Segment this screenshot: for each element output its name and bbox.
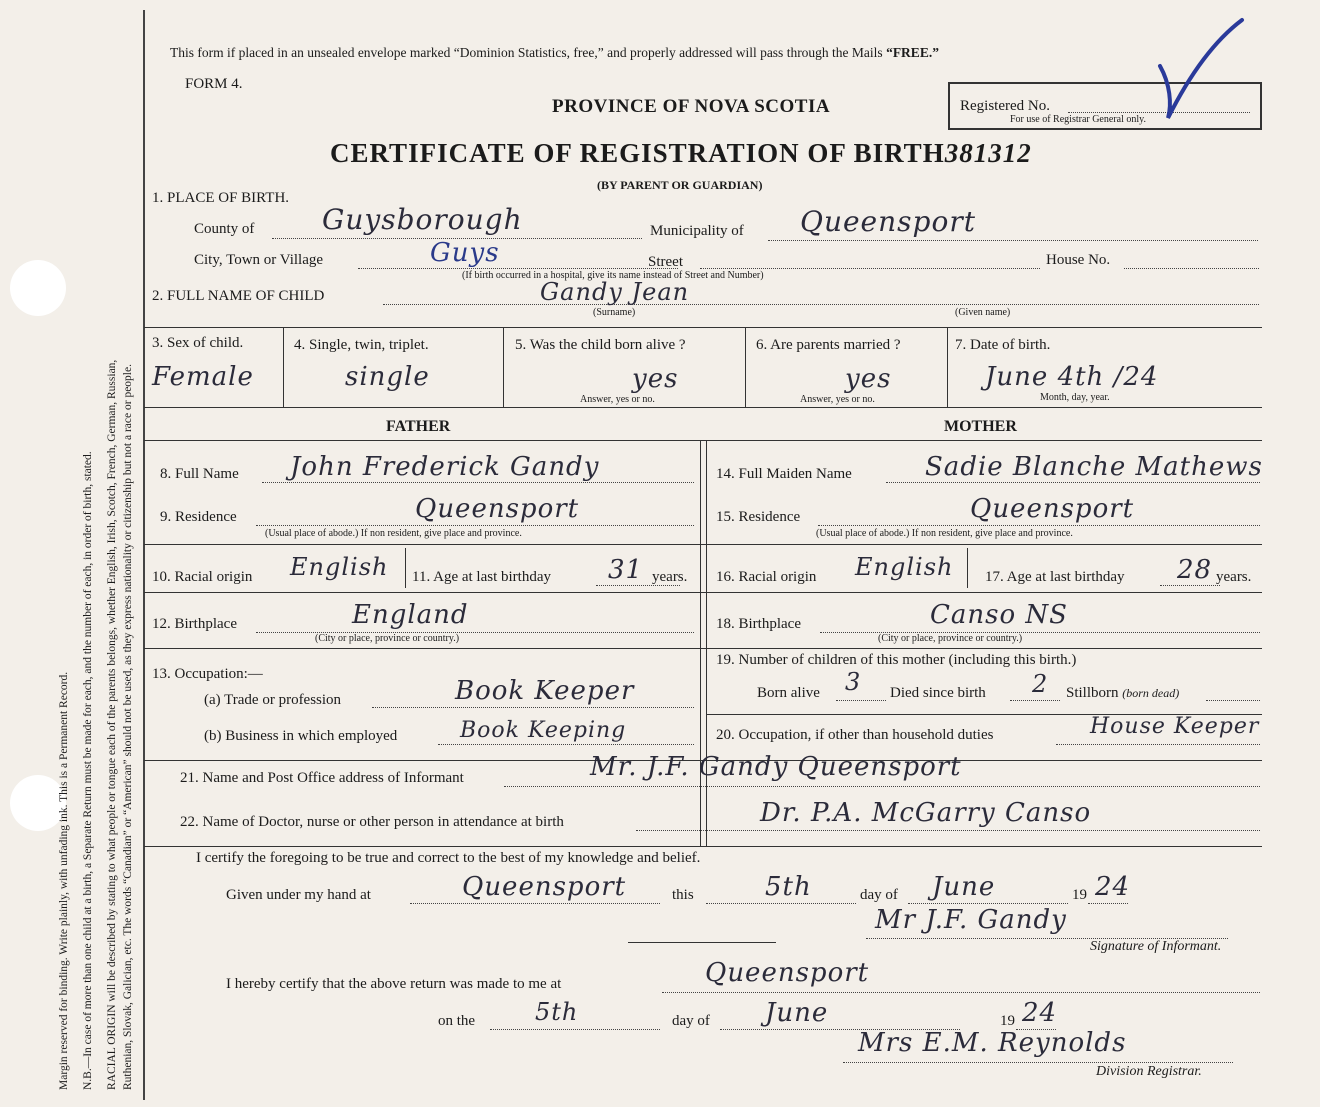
- registrar-statement: I hereby certify that the above return was made to me at: [226, 976, 562, 992]
- born-alive-line: [836, 700, 886, 701]
- doctor-label: 22. Name of Doctor, nurse or other person in attendance at birth: [180, 814, 564, 830]
- row-divider: [144, 846, 1262, 847]
- form-number: FORM 4.: [185, 76, 243, 92]
- father-residence-value: Queensport: [415, 494, 580, 524]
- mail-note-free: “FREE.”: [886, 45, 939, 60]
- given-name-note: (Given name): [955, 307, 1011, 318]
- mother-age-label: 17. Age at last birthday: [985, 569, 1125, 585]
- col-divider: [503, 327, 504, 407]
- married-label: 6. Are parents married ?: [756, 337, 901, 353]
- stillborn-text: Stillborn: [1066, 685, 1119, 701]
- col-divider: [947, 327, 948, 407]
- plurality-label: 4. Single, twin, triplet.: [294, 337, 429, 353]
- doctor-value: Dr. P.A. McGarry Canso: [760, 798, 1092, 828]
- informant-signature-label: Signature of Informant.: [1090, 939, 1222, 954]
- mother-occupation-label: 20. Occupation, if other than household duties: [716, 727, 994, 743]
- father-trade-label: (a) Trade or profession: [204, 692, 342, 708]
- row-divider: [144, 407, 1262, 408]
- row-divider: [144, 592, 1262, 593]
- given-year-value: 24: [1095, 872, 1131, 902]
- father-name-line: [262, 482, 694, 483]
- died-value: 2: [1032, 670, 1049, 698]
- mother-age-value: 28: [1177, 555, 1213, 585]
- given-month-value: June: [932, 872, 996, 902]
- given-this-label: this: [672, 887, 694, 903]
- mother-race-label: 16. Racial origin: [716, 569, 817, 585]
- died-line: [1010, 700, 1060, 701]
- registrar-on-the-label: on the: [438, 1013, 476, 1029]
- given-place-line: [410, 903, 660, 904]
- registered-label: Registered No.: [960, 98, 1050, 114]
- race-divider: [967, 548, 968, 588]
- mother-name-value: Sadie Blanche Mathews: [925, 452, 1263, 482]
- father-trade-value: Book Keeper: [455, 676, 635, 706]
- born-alive-value: 3: [845, 668, 862, 696]
- child-name-line: [383, 304, 1259, 305]
- registered-note: For use of Registrar General only.: [1010, 114, 1146, 125]
- given-label: Given under my hand at: [226, 887, 371, 903]
- registrar-day-value: 5th: [535, 998, 579, 1026]
- place-heading: 1. PLACE OF BIRTH.: [152, 190, 290, 206]
- father-residence-note: (Usual place of abode.) If non resident, give place and province.: [265, 528, 522, 539]
- informant-signature: Mr J.F. Gandy: [875, 905, 1067, 935]
- row-divider: [144, 544, 1262, 545]
- given-year-line: [1088, 903, 1128, 904]
- certification-statement: I certify the foregoing to be true and correct to the best of my knowledge and belief.: [196, 850, 701, 866]
- mother-heading: MOTHER: [944, 418, 1017, 435]
- municipality-label: Municipality of: [650, 223, 744, 239]
- margin-line: [143, 10, 145, 1100]
- alive-label: 5. Was the child born alive ?: [515, 337, 686, 353]
- municipality-line: [768, 240, 1258, 241]
- margin-note-4: Ruthenian, Slovak, Galician, etc. The words “Canadian” or “American” should not be used, as they express nationality or citizenship but not a race or people.: [122, 364, 134, 1090]
- dob-label: 7. Date of birth.: [955, 337, 1051, 353]
- child-name-value: Gandy Jean: [540, 278, 690, 306]
- certificate-number: 381312: [944, 138, 1032, 168]
- street-label: Street: [648, 254, 683, 270]
- row-divider: [144, 648, 1262, 649]
- alive-value: yes: [632, 364, 679, 394]
- dob-value: June 4th /24: [985, 362, 1159, 392]
- mother-children-label: 19. Number of children of this mother (including this birth.): [716, 652, 1077, 668]
- check-mark-icon: [1150, 14, 1250, 124]
- mother-years-label: years.: [1216, 569, 1252, 585]
- father-name-value: John Frederick Gandy: [290, 452, 600, 482]
- child-name-label: 2. FULL NAME OF CHILD: [152, 288, 325, 304]
- doctor-line: [636, 830, 1260, 831]
- stillborn-note: (born dead): [1122, 686, 1180, 700]
- mother-occupation-value: House Keeper: [1090, 714, 1260, 739]
- row-divider: [144, 327, 1262, 328]
- father-birthplace-value: England: [352, 600, 469, 630]
- father-name-label: 8. Full Name: [160, 466, 239, 482]
- house-label: House No.: [1046, 252, 1111, 268]
- county-value: Guysborough: [322, 203, 523, 236]
- mail-note: [170, 45, 939, 61]
- mail-note-text: This form if placed in an unsealed envelope marked “Dominion Statistics, free,” and properly addressed will pass through the Mails: [170, 45, 883, 60]
- surname-note: (Surname): [593, 307, 636, 318]
- father-birthplace-note: (City or place, province or country.): [315, 633, 460, 644]
- city-line: [358, 268, 678, 269]
- given-day-value: 5th: [765, 872, 812, 902]
- mother-occupation-line: [1056, 744, 1260, 745]
- given-day-of-label: day of: [860, 887, 898, 903]
- father-years-label: years.: [652, 569, 688, 585]
- registrar-month-value: June: [765, 998, 829, 1028]
- dob-note: Month, day, year.: [1040, 392, 1110, 403]
- mother-age-line: [1160, 585, 1220, 586]
- sex-label: 3. Sex of child.: [152, 335, 244, 351]
- mother-residence-label: 15. Residence: [716, 509, 801, 525]
- given-month-line: [908, 903, 1068, 904]
- registrar-place-line: [662, 992, 1260, 993]
- father-trade-line: [372, 707, 694, 708]
- page-title: [330, 138, 1032, 169]
- municipality-value: Queensport: [800, 205, 976, 238]
- married-note: Answer, yes or no.: [800, 394, 875, 405]
- binder-hole-top: [10, 260, 66, 316]
- margin-note-1: Margin reserved for binding. Write plainly, with unfading ink. This is a Permanent Record.: [58, 671, 70, 1090]
- informant-label: 21. Name and Post Office address of Informant: [180, 770, 464, 786]
- mother-name-line: [886, 482, 1260, 483]
- col-divider: [283, 327, 284, 407]
- father-residence-label: 9. Residence: [160, 509, 237, 525]
- given-place-value: Queensport: [462, 872, 627, 902]
- mother-birthplace-label: 18. Birthplace: [716, 616, 801, 632]
- died-label: Died since birth: [890, 685, 986, 701]
- married-value: yes: [845, 364, 892, 394]
- city-value: Guys: [430, 238, 500, 268]
- given-year-prefix: 19: [1072, 887, 1087, 903]
- title-text: CERTIFICATE OF REGISTRATION OF BIRTH: [330, 138, 945, 168]
- father-business-line: [438, 744, 694, 745]
- informant-line: [504, 786, 1260, 787]
- margin-note-3: RACIAL ORIGIN will be described by stating to what people or tongue each of the parents belongs, whether English, Irish, Scotch, French, German, Russian,: [106, 359, 118, 1090]
- mother-residence-line: [818, 525, 1260, 526]
- registrar-signature-label: Division Registrar.: [1096, 1064, 1202, 1079]
- registrar-year-prefix: 19: [1000, 1013, 1015, 1029]
- mother-birthplace-value: Canso NS: [930, 600, 1068, 630]
- county-label: County of: [194, 221, 255, 237]
- given-day-line: [706, 903, 856, 904]
- subtitle: (BY PARENT OR GUARDIAN): [597, 178, 763, 192]
- province-heading: PROVINCE OF NOVA SCOTIA: [552, 96, 831, 117]
- registrar-year-value: 24: [1022, 998, 1058, 1028]
- father-race-label: 10. Racial origin: [152, 569, 253, 585]
- house-line: [1124, 268, 1259, 269]
- alive-note: Answer, yes or no.: [580, 394, 655, 405]
- father-business-label: (b) Business in which employed: [204, 728, 398, 744]
- father-occupation-label: 13. Occupation:—: [152, 666, 263, 682]
- plurality-value: single: [345, 362, 430, 392]
- mother-birthplace-note: (City or place, province or country.): [878, 633, 1023, 644]
- registrar-day-of-label: day of: [672, 1013, 710, 1029]
- city-label: City, Town or Village: [194, 252, 324, 268]
- father-age-value: 31: [608, 555, 644, 585]
- registrar-place-value: Queensport: [705, 958, 870, 988]
- stillborn-label: [1066, 685, 1179, 702]
- father-age-label: 11. Age at last birthday: [412, 569, 551, 585]
- row-divider: [144, 440, 1262, 441]
- father-business-value: Book Keeping: [460, 718, 627, 743]
- street-line: [700, 268, 1040, 269]
- born-alive-label: Born alive: [757, 685, 820, 701]
- separator: [628, 942, 776, 943]
- hospital-note: (If birth occurred in a hospital, give its name instead of Street and Number): [462, 270, 764, 281]
- registrar-signature-line: [843, 1062, 1233, 1063]
- stillborn-line: [1206, 700, 1260, 701]
- margin-note-2: N.B.—In case of more than one child at a birth, a Separate Return must be made for each, and the number of each, in order of birth, stated.: [82, 451, 94, 1090]
- informant-value: Mr. J.F. Gandy Queensport: [590, 752, 962, 782]
- registrar-signature: Mrs E.M. Reynolds: [858, 1028, 1127, 1058]
- father-heading: FATHER: [386, 418, 451, 435]
- father-residence-line: [256, 525, 694, 526]
- mother-name-label: 14. Full Maiden Name: [716, 466, 852, 482]
- race-divider: [405, 548, 406, 588]
- sex-value: Female: [152, 362, 254, 392]
- mother-race-value: English: [855, 553, 954, 581]
- mother-residence-note: (Usual place of abode.) If non resident, give place and province.: [816, 528, 1073, 539]
- col-divider: [745, 327, 746, 407]
- father-race-value: English: [290, 553, 389, 581]
- mother-residence-value: Queensport: [970, 494, 1135, 524]
- father-birthplace-label: 12. Birthplace: [152, 616, 237, 632]
- registrar-day-line: [490, 1029, 660, 1030]
